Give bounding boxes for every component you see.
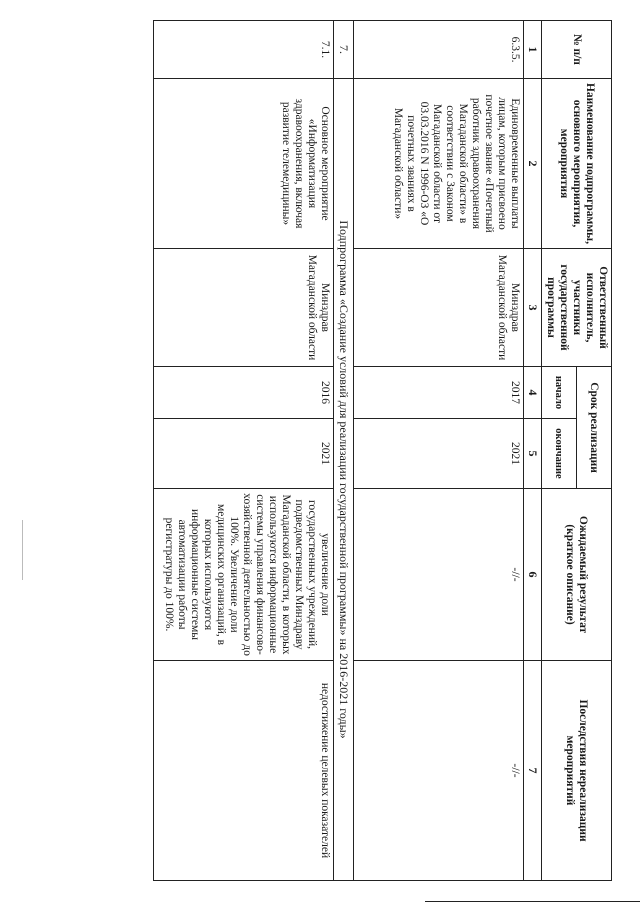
header-number: № п/п [542,21,612,79]
col-number-3: 3 [524,249,542,367]
row-result: увеличение доли государственных учреждений, подведомственных Минздраву Магаданской области, в которых используются информационные системы управления финансово-хозяйственной деятельностью до 100%. Увеличение доли медицинских организаций, в которых используются информационные системы автоматизации работы регистратуры до 100%. [154,489,334,661]
subprogram-title: Подпрограмма «Создание условий для реализации государственной программы» на 2016-2021 годы» [334,79,354,881]
col-number-2: 2 [524,79,542,249]
header-executor: Ответственный исполнитель, участники государственной программы [542,249,612,367]
table-header-row [577,21,612,881]
row-executor: Минздрав Магаданской области [154,249,334,367]
row-end: 2021 [354,419,524,489]
col-number-4: 4 [524,367,542,419]
row-consequence: недостижение целевых показателей [154,661,334,881]
subprogram-number: 7. [334,21,354,79]
table-row [354,21,524,881]
row-executor: Минздрав Магаданской области [354,249,524,367]
row-consequence: -//- [354,661,524,881]
subprogram-row [334,21,354,881]
row-number: 6.3.5. [354,21,524,79]
header-result: Ожидаемый результат (краткое описание) [542,489,612,661]
header-end: окончание [542,419,577,489]
measures-table [153,20,612,881]
row-number: 7.1. [154,21,334,79]
col-number-1: 1 [524,21,542,79]
col-number-7: 7 [524,661,542,881]
column-numbering-row [524,21,542,881]
header-consequence: Последствия нереализации мероприятий [542,661,612,881]
rotated-page-content [52,20,612,880]
page-bottom-rule [425,901,640,902]
row-name: Единовременные выплаты лицам, которым присвоено почетное звание «Почетный работник здравоохранения Магаданской области» в соответствии с Законом Магаданской области от 03.03.2016 N 1996-ОЗ «О почетных званиях в Магаданской области» [354,79,524,249]
row-start: 2016 [154,367,334,419]
header-term-group: Срок реализации [577,367,612,489]
scan-margin-mark [22,520,23,580]
col-number-6: 6 [524,489,542,661]
col-number-5: 5 [524,419,542,489]
header-start: начало [542,367,577,419]
row-end: 2021 [154,419,334,489]
table-row [154,21,334,881]
row-name: Основное мероприятие «Информатизация здравоохранения, включая развитие телемедицины» [154,79,334,249]
header-name: Наименование подпрограммы, основного мероприятия, мероприятия [542,79,612,249]
row-start: 2017 [354,367,524,419]
row-result: -//- [354,489,524,661]
